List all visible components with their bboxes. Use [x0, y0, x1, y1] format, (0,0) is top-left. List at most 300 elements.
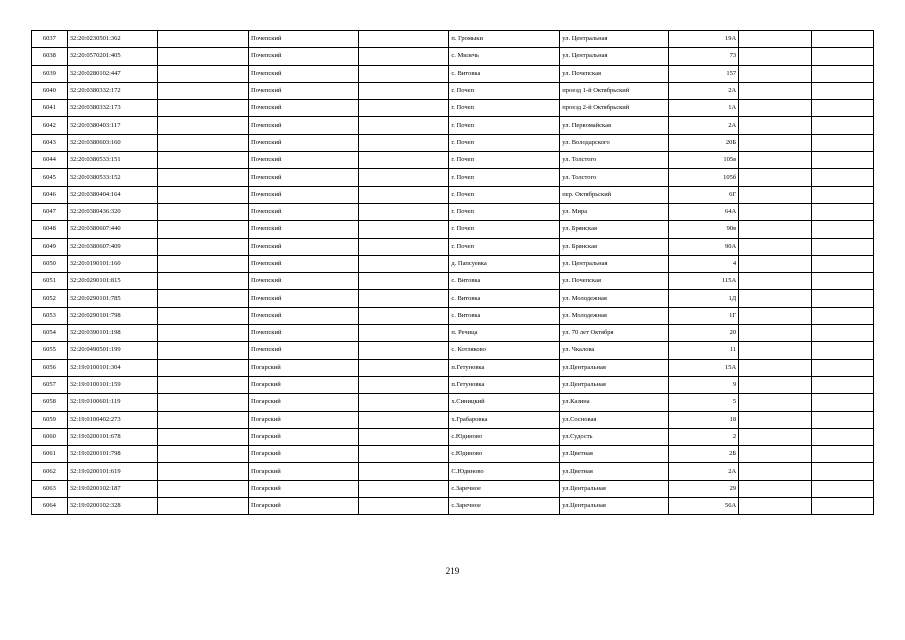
empty-cell-cell [158, 238, 249, 255]
house-number-cell: 56А [668, 498, 738, 515]
empty-cell-cell [811, 48, 873, 65]
house-number-cell: 6Г [668, 186, 738, 203]
empty-cell-cell [358, 203, 449, 220]
empty-cell-cell [358, 411, 449, 428]
empty-cell-cell [811, 411, 873, 428]
empty-cell-cell [358, 48, 449, 65]
street-cell: ул. Центральная [560, 31, 669, 48]
house-number-cell: 1А [668, 100, 738, 117]
empty-cell-cell [811, 359, 873, 376]
empty-cell-cell [739, 186, 812, 203]
empty-cell-cell [739, 273, 812, 290]
street-cell: проезд 2-й Октябрьский [560, 100, 669, 117]
house-number-cell: 90А [668, 238, 738, 255]
row-number-cell: 6043 [32, 134, 68, 151]
district-cell: Почепский [249, 48, 359, 65]
cadastral-number-cell: 32:19:0200101:678 [67, 428, 158, 445]
empty-cell-cell [811, 255, 873, 272]
row-number-cell: 6063 [32, 480, 68, 497]
empty-cell-cell [811, 203, 873, 220]
row-number-cell: 6061 [32, 446, 68, 463]
empty-cell-cell [158, 290, 249, 307]
empty-cell-cell [158, 255, 249, 272]
house-number-cell: 115А [668, 273, 738, 290]
settlement-cell: с. Витовка [449, 65, 560, 82]
empty-cell-cell [811, 446, 873, 463]
street-cell: ул. Молодежная [560, 290, 669, 307]
empty-cell-cell [739, 480, 812, 497]
empty-cell-cell [158, 411, 249, 428]
empty-cell-cell [739, 428, 812, 445]
empty-cell-cell [358, 446, 449, 463]
empty-cell-cell [739, 152, 812, 169]
empty-cell-cell [358, 498, 449, 515]
row-number-cell: 6041 [32, 100, 68, 117]
settlement-cell: г. Почеп [449, 134, 560, 151]
cadastral-number-cell: 32:19:0200102:187 [67, 480, 158, 497]
table-row [32, 342, 874, 359]
district-cell: Почепский [249, 325, 359, 342]
empty-cell-cell [358, 428, 449, 445]
table-row [32, 82, 874, 99]
street-cell: ул. Брянская [560, 238, 669, 255]
street-cell: ул.Центральная [560, 498, 669, 515]
district-cell: Почепский [249, 31, 359, 48]
empty-cell-cell [739, 221, 812, 238]
empty-cell-cell [358, 152, 449, 169]
table-row [32, 117, 874, 134]
district-cell: Почепский [249, 186, 359, 203]
empty-cell-cell [358, 342, 449, 359]
cadastral-number-cell: 32:19:0100601:119 [67, 394, 158, 411]
row-number-cell: 6056 [32, 359, 68, 376]
empty-cell-cell [811, 65, 873, 82]
empty-cell-cell [158, 307, 249, 324]
table-row [32, 31, 874, 48]
empty-cell-cell [158, 221, 249, 238]
empty-cell-cell [158, 203, 249, 220]
table-row [32, 325, 874, 342]
house-number-cell: 157 [668, 65, 738, 82]
table-row [32, 290, 874, 307]
cadastral-number-cell: 32:20:0490501:199 [67, 342, 158, 359]
cadastral-number-cell: 32:19:0200101:798 [67, 446, 158, 463]
empty-cell-cell [811, 376, 873, 393]
empty-cell-cell [158, 186, 249, 203]
district-cell: Почепский [249, 290, 359, 307]
row-number-cell: 6058 [32, 394, 68, 411]
empty-cell-cell [739, 65, 812, 82]
settlement-cell: с. Витовка [449, 273, 560, 290]
empty-cell-cell [158, 31, 249, 48]
empty-cell-cell [811, 394, 873, 411]
house-number-cell: 11 [668, 342, 738, 359]
district-cell: Почепский [249, 255, 359, 272]
settlement-cell: с. Витовка [449, 307, 560, 324]
row-number-cell: 6047 [32, 203, 68, 220]
settlement-cell: г. Почеп [449, 169, 560, 186]
empty-cell-cell [358, 273, 449, 290]
cadastral-number-cell: 32:19:0200102:328 [67, 498, 158, 515]
empty-cell-cell [811, 498, 873, 515]
empty-cell-cell [358, 65, 449, 82]
settlement-cell: г. Почеп [449, 82, 560, 99]
empty-cell-cell [158, 376, 249, 393]
settlement-cell: г. Почеп [449, 238, 560, 255]
empty-cell-cell [358, 169, 449, 186]
cadastral-number-cell: 32:19:0100101:304 [67, 359, 158, 376]
empty-cell-cell [358, 186, 449, 203]
settlement-cell: с. Милечь [449, 48, 560, 65]
empty-cell-cell [739, 238, 812, 255]
empty-cell-cell [358, 117, 449, 134]
house-number-cell: 1Г [668, 307, 738, 324]
district-cell: Почепский [249, 221, 359, 238]
empty-cell-cell [811, 428, 873, 445]
empty-cell-cell [158, 100, 249, 117]
district-cell: Погарский [249, 498, 359, 515]
empty-cell-cell [739, 134, 812, 151]
row-number-cell: 6052 [32, 290, 68, 307]
table-row [32, 169, 874, 186]
empty-cell-cell [158, 463, 249, 480]
row-number-cell: 6060 [32, 428, 68, 445]
empty-cell-cell [358, 82, 449, 99]
table-row [32, 48, 874, 65]
cadastral-number-cell: 32:20:0290101:798 [67, 307, 158, 324]
empty-cell-cell [811, 169, 873, 186]
empty-cell-cell [358, 290, 449, 307]
empty-cell-cell [739, 376, 812, 393]
settlement-cell: с.Юдиново [449, 428, 560, 445]
row-number-cell: 6053 [32, 307, 68, 324]
empty-cell-cell [739, 82, 812, 99]
cadastral-number-cell: 32:20:0380607:409 [67, 238, 158, 255]
empty-cell-cell [358, 238, 449, 255]
settlement-cell: х.Синицкий [449, 394, 560, 411]
district-cell: Почепский [249, 238, 359, 255]
district-cell: Почепский [249, 342, 359, 359]
empty-cell-cell [739, 411, 812, 428]
empty-cell-cell [811, 100, 873, 117]
empty-cell-cell [358, 480, 449, 497]
cadastral-number-cell: 32:20:0380332:172 [67, 82, 158, 99]
registry-table [31, 30, 874, 515]
page-number: 219 [445, 566, 460, 576]
settlement-cell: г. Почеп [449, 186, 560, 203]
district-cell: Погарский [249, 480, 359, 497]
row-number-cell: 6049 [32, 238, 68, 255]
row-number-cell: 6038 [32, 48, 68, 65]
empty-cell-cell [158, 394, 249, 411]
row-number-cell: 6057 [32, 376, 68, 393]
district-cell: Почепский [249, 273, 359, 290]
row-number-cell: 6054 [32, 325, 68, 342]
table-row [32, 394, 874, 411]
empty-cell-cell [811, 273, 873, 290]
table-row [32, 428, 874, 445]
district-cell: Почепский [249, 100, 359, 117]
empty-cell-cell [739, 290, 812, 307]
table-row [32, 359, 874, 376]
cadastral-number-cell: 32:20:0570201:405 [67, 48, 158, 65]
table-row [32, 411, 874, 428]
settlement-cell: с.Заречное [449, 498, 560, 515]
district-cell: Почепский [249, 82, 359, 99]
settlement-cell: п.Гетуновка [449, 359, 560, 376]
row-number-cell: 6064 [32, 498, 68, 515]
district-cell: Почепский [249, 152, 359, 169]
street-cell: ул. Центральная [560, 48, 669, 65]
house-number-cell: 2 [668, 428, 738, 445]
street-cell: ул. Чкалова [560, 342, 669, 359]
settlement-cell: п.Гетуновка [449, 376, 560, 393]
district-cell: Погарский [249, 411, 359, 428]
house-number-cell: 64А [668, 203, 738, 220]
empty-cell-cell [158, 169, 249, 186]
empty-cell-cell [358, 221, 449, 238]
empty-cell-cell [358, 325, 449, 342]
cadastral-number-cell: 32:19:0100402:273 [67, 411, 158, 428]
empty-cell-cell [158, 498, 249, 515]
district-cell: Погарский [249, 463, 359, 480]
settlement-cell: с. Витовка [449, 290, 560, 307]
empty-cell-cell [739, 48, 812, 65]
cadastral-number-cell: 32:20:0230501:362 [67, 31, 158, 48]
house-number-cell: 2А [668, 117, 738, 134]
empty-cell-cell [739, 446, 812, 463]
settlement-cell: г. Почеп [449, 100, 560, 117]
street-cell: ул.Казина [560, 394, 669, 411]
empty-cell-cell [358, 394, 449, 411]
settlement-cell: с. Котляково [449, 342, 560, 359]
empty-cell-cell [811, 238, 873, 255]
row-number-cell: 6045 [32, 169, 68, 186]
empty-cell-cell [739, 307, 812, 324]
row-number-cell: 6040 [32, 82, 68, 99]
empty-cell-cell [811, 82, 873, 99]
street-cell: ул. Почепская [560, 65, 669, 82]
street-cell: ул.Центральная [560, 480, 669, 497]
table-row [32, 65, 874, 82]
empty-cell-cell [158, 342, 249, 359]
row-number-cell: 6051 [32, 273, 68, 290]
house-number-cell: 1Д [668, 290, 738, 307]
empty-cell-cell [811, 117, 873, 134]
cadastral-number-cell: 32:20:0290101:785 [67, 290, 158, 307]
empty-cell-cell [739, 169, 812, 186]
table-row [32, 152, 874, 169]
empty-cell-cell [739, 325, 812, 342]
empty-cell-cell [811, 221, 873, 238]
cadastral-number-cell: 32:19:0100101:159 [67, 376, 158, 393]
row-number-cell: 6055 [32, 342, 68, 359]
cadastral-number-cell: 32:19:0200101:619 [67, 463, 158, 480]
cadastral-number-cell: 32:20:0380403:117 [67, 117, 158, 134]
house-number-cell: 15А [668, 359, 738, 376]
empty-cell-cell [739, 463, 812, 480]
table-row [32, 498, 874, 515]
street-cell: ул.Центральная [560, 376, 669, 393]
street-cell: ул. Толстого [560, 169, 669, 186]
row-number-cell: 6048 [32, 221, 68, 238]
district-cell: Почепский [249, 134, 359, 151]
empty-cell-cell [739, 342, 812, 359]
table-row [32, 376, 874, 393]
empty-cell-cell [358, 376, 449, 393]
house-number-cell: 18 [668, 411, 738, 428]
table-row [32, 446, 874, 463]
table-row [32, 221, 874, 238]
empty-cell-cell [739, 31, 812, 48]
street-cell: ул. Мира [560, 203, 669, 220]
street-cell: ул.Цветная [560, 446, 669, 463]
empty-cell-cell [358, 100, 449, 117]
empty-cell-cell [158, 446, 249, 463]
table-row [32, 307, 874, 324]
empty-cell-cell [358, 134, 449, 151]
empty-cell-cell [811, 307, 873, 324]
house-number-cell: 4 [668, 255, 738, 272]
empty-cell-cell [158, 273, 249, 290]
house-number-cell: 2А [668, 463, 738, 480]
district-cell: Погарский [249, 376, 359, 393]
empty-cell-cell [811, 342, 873, 359]
district-cell: Почепский [249, 169, 359, 186]
street-cell: ул. Брянская [560, 221, 669, 238]
district-cell: Почепский [249, 117, 359, 134]
empty-cell-cell [358, 463, 449, 480]
table-row [32, 186, 874, 203]
cadastral-number-cell: 32:20:0380533:152 [67, 169, 158, 186]
empty-cell-cell [739, 100, 812, 117]
settlement-cell: д. Папсуевка [449, 255, 560, 272]
table-row [32, 203, 874, 220]
settlement-cell: г. Почеп [449, 117, 560, 134]
row-number-cell: 6046 [32, 186, 68, 203]
cadastral-number-cell: 32:20:0380607:440 [67, 221, 158, 238]
cadastral-number-cell: 32:20:0380603:160 [67, 134, 158, 151]
empty-cell-cell [158, 480, 249, 497]
settlement-cell: х.Грабаровка [449, 411, 560, 428]
table-row [32, 134, 874, 151]
cadastral-number-cell: 32:20:0380533:151 [67, 152, 158, 169]
district-cell: Почепский [249, 203, 359, 220]
house-number-cell: 105б [668, 169, 738, 186]
table-row [32, 273, 874, 290]
row-number-cell: 6059 [32, 411, 68, 428]
district-cell: Почепский [249, 307, 359, 324]
row-number-cell: 6044 [32, 152, 68, 169]
row-number-cell: 6042 [32, 117, 68, 134]
street-cell: ул. 70 лет Октября [560, 325, 669, 342]
empty-cell-cell [158, 428, 249, 445]
street-cell: пер. Октябрьский [560, 186, 669, 203]
settlement-cell: с.Заречное [449, 480, 560, 497]
row-number-cell: 6050 [32, 255, 68, 272]
street-cell: ул. Центральная [560, 255, 669, 272]
table-row [32, 463, 874, 480]
cadastral-number-cell: 32:20:0380404:164 [67, 186, 158, 203]
house-number-cell: 90в [668, 221, 738, 238]
house-number-cell: 73 [668, 48, 738, 65]
house-number-cell: 5 [668, 394, 738, 411]
district-cell: Почепский [249, 65, 359, 82]
empty-cell-cell [158, 65, 249, 82]
empty-cell-cell [358, 31, 449, 48]
street-cell: ул.Судость [560, 428, 669, 445]
empty-cell-cell [158, 48, 249, 65]
house-number-cell: 29 [668, 480, 738, 497]
street-cell: ул.Центральная [560, 359, 669, 376]
empty-cell-cell [739, 255, 812, 272]
table-row [32, 255, 874, 272]
cadastral-number-cell: 32:20:0390101:198 [67, 325, 158, 342]
settlement-cell: г. Почеп [449, 203, 560, 220]
street-cell: ул. Почепская [560, 273, 669, 290]
street-cell: ул.Сосновая [560, 411, 669, 428]
house-number-cell: 2А [668, 82, 738, 99]
row-number-cell: 6037 [32, 31, 68, 48]
street-cell: ул.Цветная [560, 463, 669, 480]
empty-cell-cell [158, 152, 249, 169]
settlement-cell: п. Громыки [449, 31, 560, 48]
empty-cell-cell [811, 134, 873, 151]
street-cell: ул. Первомайская [560, 117, 669, 134]
house-number-cell: 20Б [668, 134, 738, 151]
empty-cell-cell [739, 498, 812, 515]
cadastral-number-cell: 32:20:0380436:320 [67, 203, 158, 220]
empty-cell-cell [739, 394, 812, 411]
empty-cell-cell [811, 290, 873, 307]
empty-cell-cell [158, 134, 249, 151]
empty-cell-cell [739, 359, 812, 376]
house-number-cell: 20 [668, 325, 738, 342]
district-cell: Погарский [249, 359, 359, 376]
empty-cell-cell [739, 117, 812, 134]
empty-cell-cell [358, 359, 449, 376]
empty-cell-cell [358, 307, 449, 324]
settlement-cell: п. Речица [449, 325, 560, 342]
settlement-cell: г. Почеп [449, 152, 560, 169]
empty-cell-cell [811, 186, 873, 203]
street-cell: ул. Володарского [560, 134, 669, 151]
empty-cell-cell [811, 463, 873, 480]
table-row [32, 100, 874, 117]
empty-cell-cell [811, 31, 873, 48]
district-cell: Погарский [249, 428, 359, 445]
empty-cell-cell [158, 359, 249, 376]
empty-cell-cell [158, 325, 249, 342]
empty-cell-cell [358, 255, 449, 272]
settlement-cell: г. Почеп [449, 221, 560, 238]
district-cell: Погарский [249, 446, 359, 463]
table-row [32, 238, 874, 255]
cadastral-number-cell: 32:20:0380332:173 [67, 100, 158, 117]
cadastral-number-cell: 32:20:0190101:160 [67, 255, 158, 272]
house-number-cell: 9 [668, 376, 738, 393]
settlement-cell: С.Юдиново [449, 463, 560, 480]
empty-cell-cell [739, 203, 812, 220]
empty-cell-cell [811, 325, 873, 342]
empty-cell-cell [811, 152, 873, 169]
house-number-cell: 105в [668, 152, 738, 169]
table-row [32, 480, 874, 497]
table-body [32, 31, 874, 515]
row-number-cell: 6039 [32, 65, 68, 82]
cadastral-number-cell: 32:20:0280102:447 [67, 65, 158, 82]
house-number-cell: 2Б [668, 446, 738, 463]
